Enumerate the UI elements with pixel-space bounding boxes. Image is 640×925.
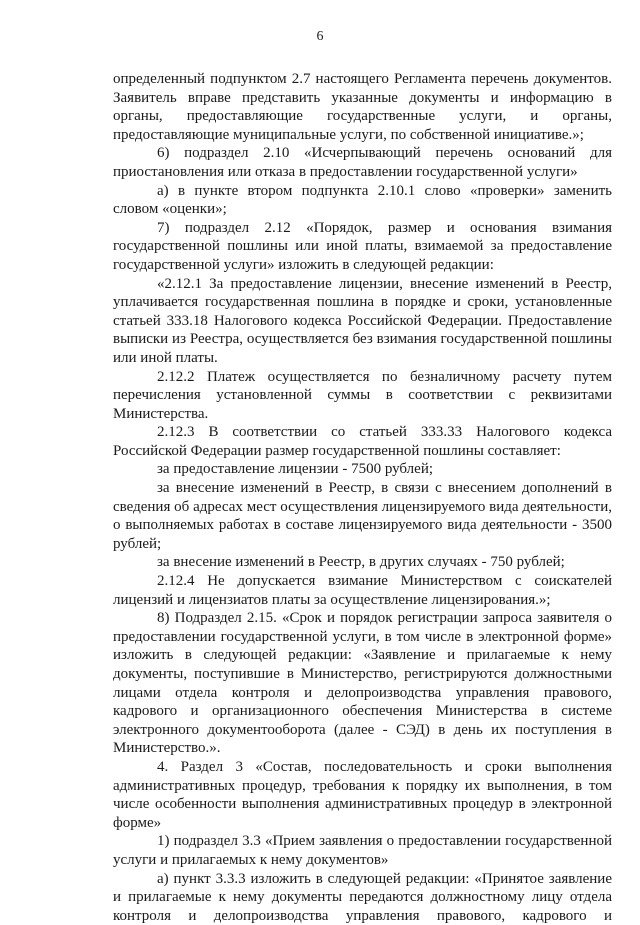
- paragraph-line: 2.12.3 В соответствии со статьей 333.33 Налогового кодекса: [157, 424, 612, 441]
- paragraph-line: или иной платы.: [113, 349, 218, 366]
- paragraph-line: форме»: [113, 814, 162, 831]
- paragraph-line: за внесение изменений в Реестр, в связи с внесением дополнений в: [157, 480, 612, 497]
- paragraph-line: государственной услуги» изложить в следующей редакции:: [113, 256, 494, 273]
- paragraph-line: за внесение изменений в Реестр, в других случаях - 750 рублей;: [157, 554, 565, 571]
- paragraph-line: изложить в следующей редакции: «Заявление и прилагаемые к нему: [113, 647, 612, 664]
- paragraph-line: электронного документооборота (далее - СЭД) в день их поступления в: [113, 721, 612, 738]
- paragraph-line: 8) Подраздел 2.15. «Срок и порядок регистрации запроса заявителя о: [157, 610, 612, 627]
- paragraph-line: услуги и прилагаемых к нему документов»: [113, 851, 389, 868]
- paragraph-line: Заявитель вправе представить указанные документы и информацию в: [113, 89, 612, 106]
- paragraph-line: а) в пункте втором подпункта 2.10.1 слово «проверки» заменить: [157, 182, 612, 199]
- paragraph-line: за предоставление лицензии - 7500 рублей;: [157, 461, 434, 478]
- paragraph-line: и прилагаемые к нему документы передаются должностному лицу отдела: [113, 889, 612, 906]
- paragraph-line: административных процедур, требования к порядку их выполнения, в том: [113, 777, 612, 794]
- page-number: 6: [316, 29, 324, 44]
- paragraph-line: числе особенности выполнения административных процедур в электронной: [113, 796, 612, 813]
- paragraph-line: 4. Раздел 3 «Состав, последовательность и сроки выполнения: [157, 758, 612, 775]
- paragraph-line: Российской Федерации размер государственной пошлины составляет:: [113, 442, 561, 459]
- paragraph-line: «2.12.1 За предоставление лицензии, внесение изменений в Реестр,: [157, 275, 612, 292]
- paragraph-line: сведения об адресах мест осуществления лицензируемого вида деятельности,: [113, 498, 612, 515]
- document-body: [113, 70, 612, 925]
- paragraph-line: документы, поступившие в Министерство, регистрируются должностными: [113, 666, 612, 682]
- paragraph-line: определенный подпунктом 2.7 настоящего Регламента перечень документов.: [113, 71, 612, 87]
- paragraph-line: 1) подраздел 3.3 «Прием заявления о предоставлении государственной: [157, 833, 612, 850]
- paragraph-line: Министерства.: [113, 405, 209, 422]
- paragraph-line: перечисления установленной суммы в соответствии с реквизитами: [113, 387, 612, 404]
- paragraph-line: контроля и делопроизводства управления правового, кадрового и: [113, 907, 612, 924]
- paragraph-line: приостановления или отказа в предоставлении государственной услуги»: [113, 163, 578, 180]
- paragraph-line: государственной пошлины или иной платы, взимаемой за предоставление: [113, 238, 612, 255]
- paragraph-line: статьей 333.18 Налогового кодекса Российской Федерации. Предоставление: [113, 312, 612, 329]
- paragraph-line: Министерство.».: [113, 740, 221, 757]
- paragraph-line: рублей;: [113, 535, 162, 552]
- paragraph-line: лицензий и лицензиатов платы за осуществление лицензирования.»;: [113, 591, 551, 608]
- paragraph-line: а) пункт 3.3.3 изложить в следующей редакции: «Принятое заявление: [157, 870, 612, 887]
- paragraph-line: выписки из Реестра, осуществляется без взимания государственной пошлины: [113, 331, 612, 348]
- paragraph-line: словом «оценки»;: [113, 201, 227, 218]
- paragraph-line: 2.12.4 Не допускается взимание Министерством с соискателей: [157, 573, 612, 590]
- paragraph-line: предоставлении государственной услуги, в том числе в электронной форме»: [113, 628, 612, 645]
- paragraph-line: 6) подраздел 2.10 «Исчерпывающий перечень оснований для: [157, 145, 612, 162]
- paragraph-line: уплачивается государственная пошлина в порядке и сроки, установленные: [113, 294, 612, 311]
- paragraph-line: о выполняемых работах в составе лицензируемого вида деятельности - 3500: [113, 517, 612, 534]
- paragraph-line: лицами отдела контроля и делопроизводства управления правового,: [113, 684, 612, 701]
- paragraph-line: предоставляющие муниципальные услуги, по собственной инициативе.»;: [113, 126, 584, 143]
- paragraph-line: органы, предоставляющие государственные услуги, и органы,: [113, 108, 612, 125]
- paragraph-line: кадрового и организационного обеспечения Министерства в системе: [113, 703, 612, 720]
- paragraph-line: 2.12.2 Платеж осуществляется по безналичному расчету путем: [157, 368, 612, 385]
- paragraph-line: 7) подраздел 2.12 «Порядок, размер и основания взимания: [157, 219, 612, 236]
